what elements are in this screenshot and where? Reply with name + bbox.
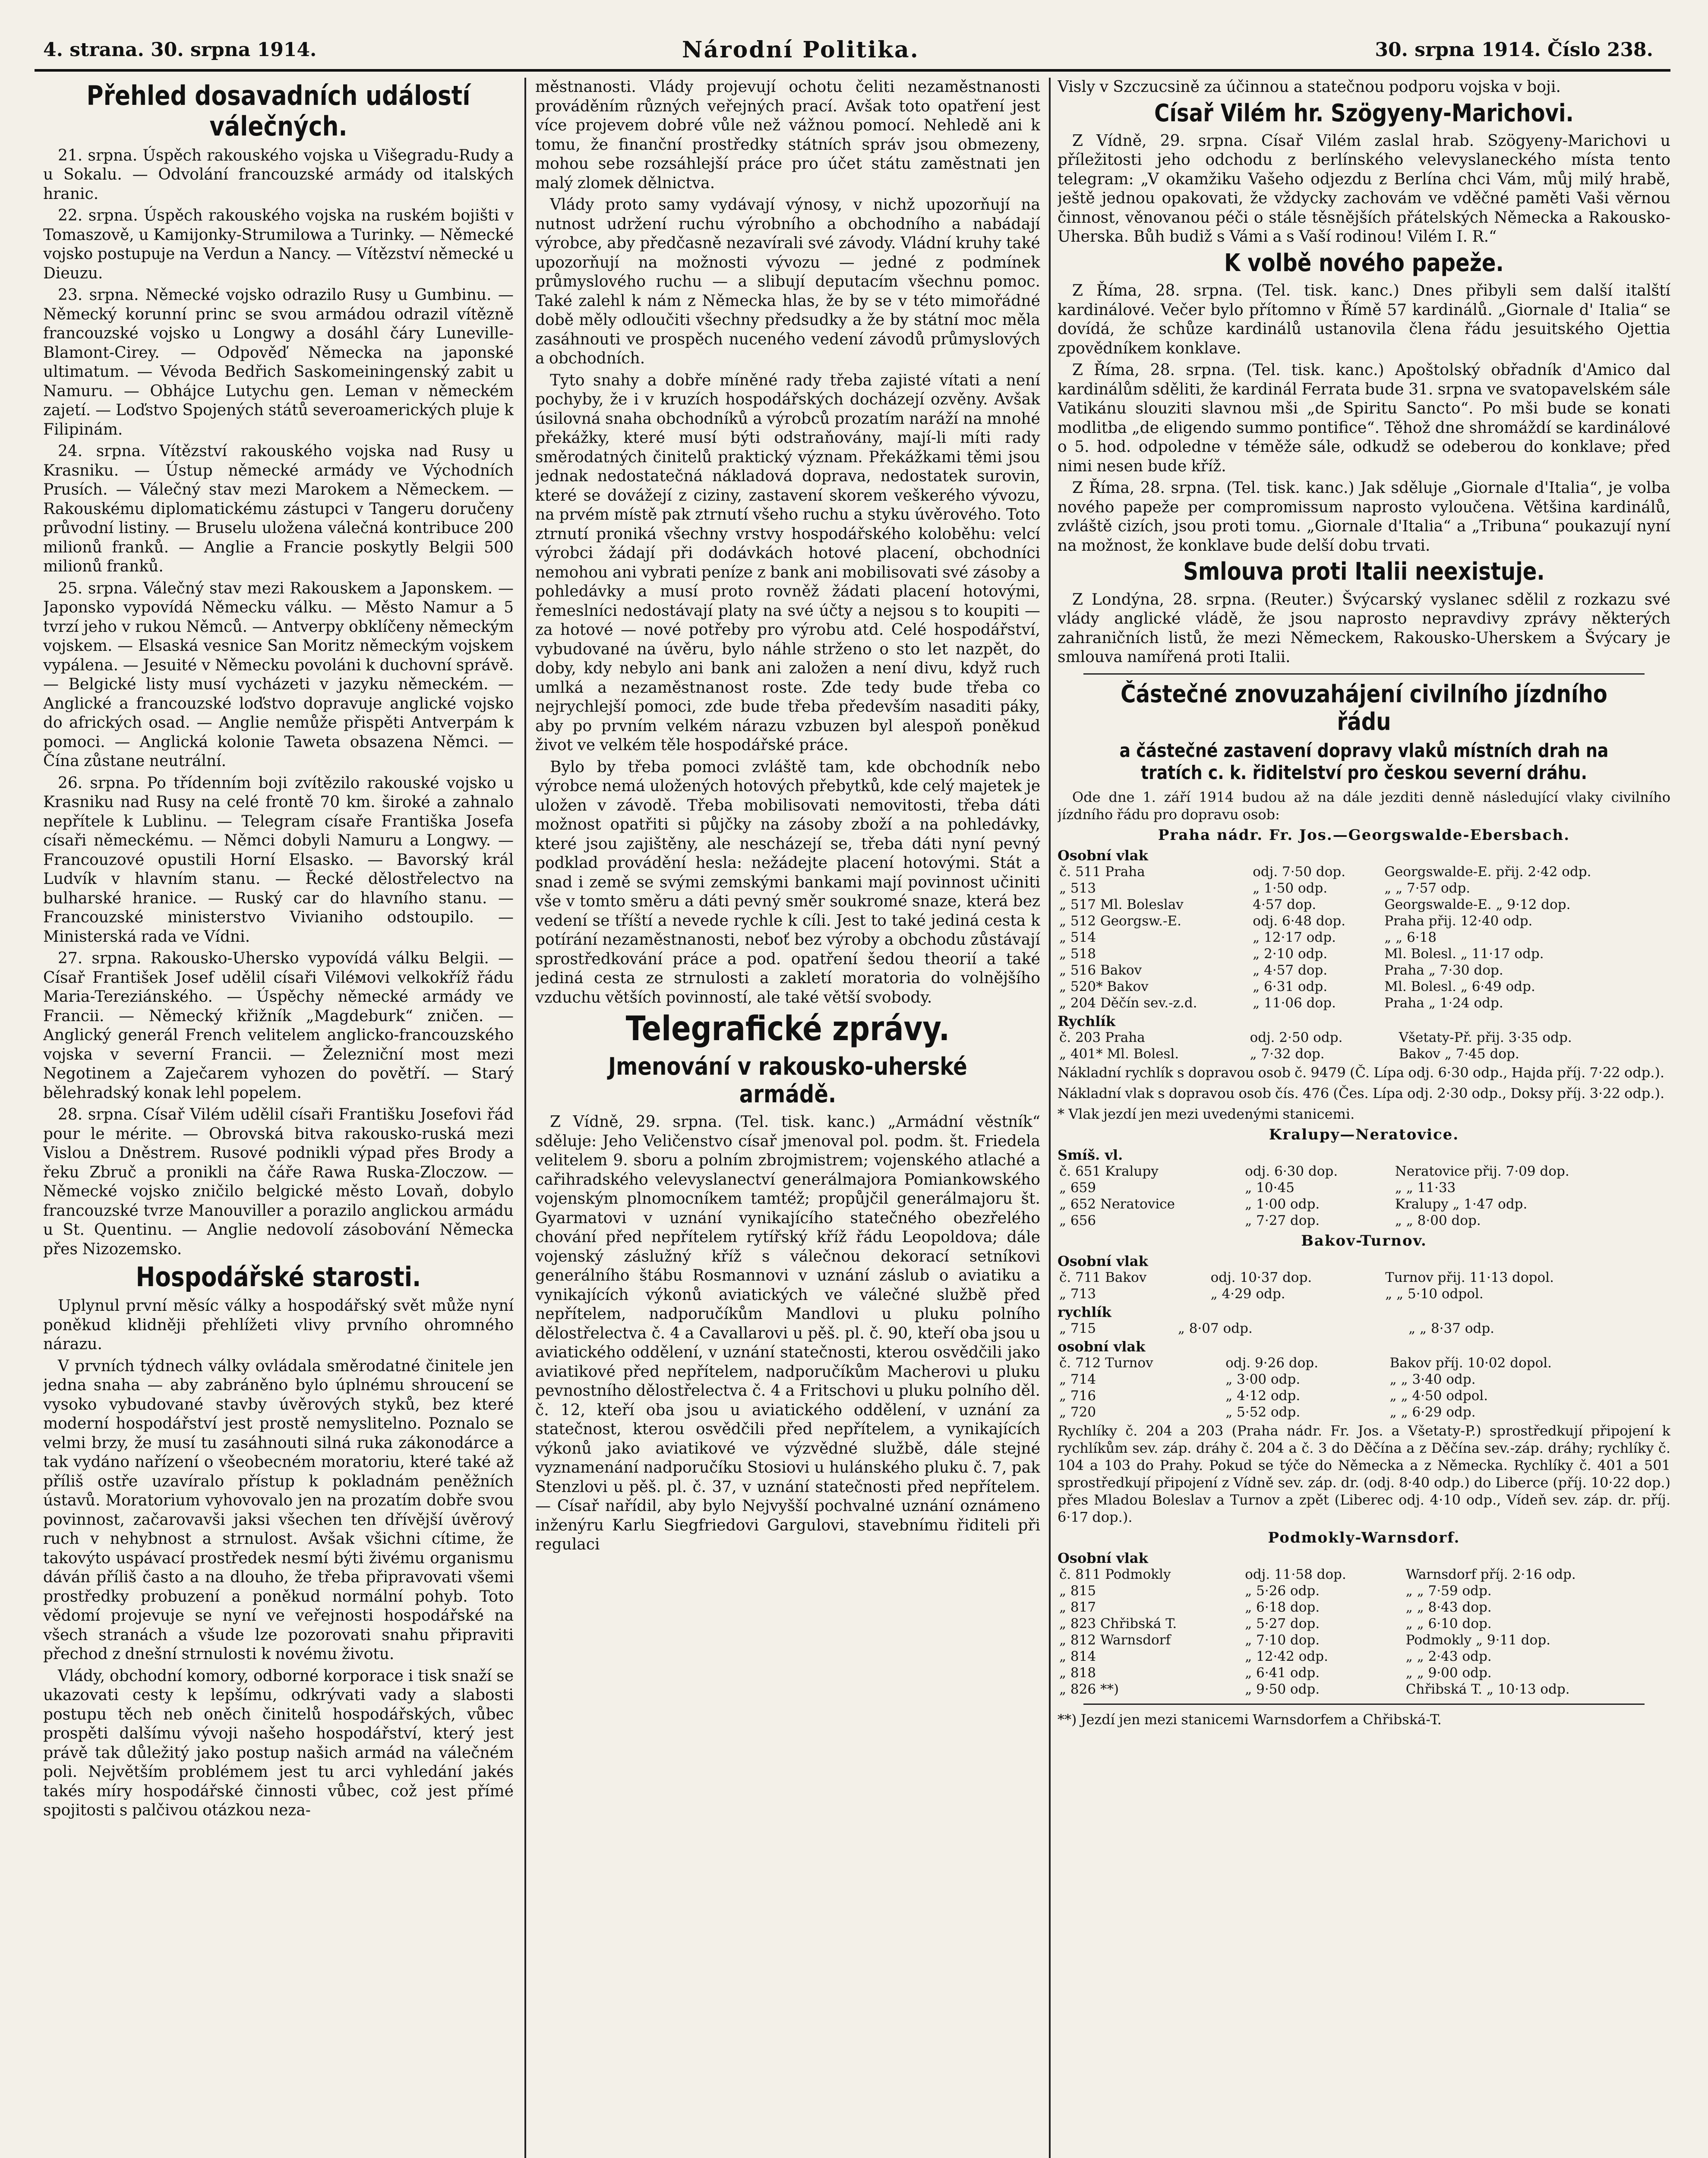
timetable-note: **) Jezdí jen mezi stanicemi Warnsdorfem a Chřibská-T. xyxy=(1058,1711,1442,1728)
table-row xyxy=(1058,962,1670,978)
train-type-label: rychlík xyxy=(1058,1303,1111,1320)
table-row xyxy=(1058,896,1670,913)
article-paragraph: Z Říma, 28. srpna. (Tel. tisk. kanc.) Dnes přibyli sem další italští kardinálové. Večer bylo přítomno v Římě 57 kardinálů. „Giornale d' Italia“ se dovídá, že schůze kardinálů ustanovila člena řádu jesuitského Ojettia zpovědníkem konklave. xyxy=(1058,282,1670,357)
table-cell: Podmokly „ 9·11 dop. xyxy=(1405,1632,1551,1648)
table-cell: Praha „ 1·24 odp. xyxy=(1384,995,1503,1011)
table-row xyxy=(1058,1046,1670,1062)
column-divider-1 xyxy=(524,78,526,2158)
article-paragraph: Tyto snahy a dobře míněné rady třeba zajisté vítati a není pochyby, že i v kruzích hospodářských docházejí ozvěny. Avšak úsilovná snaha obchodníků a výrobců prozatím naráží na mnohé překážky, které musí býti odstraňovány, mají-li míti rady směrodatných činitelů praktický význam. Překážkami těmi jsou jednak nedostatečná nákladová doprava, nedostatek surovin, které se dovážejí z ciziny, zastavení skorem veškerého vývozu, na prvém místě pak ztrnutí všeho ruchu a styku úvěrového. Toto ztrnutí proniká všechny vrstvy hospodářského koloběhu: velcí výrobci žádají při dodávkách hotové placení, obchodníci nemohou ani vybrati peníze z bank ani mobilisovati své zásoby a pohledávky a musí proto rovněž žádati placení hotovými, řemeslníci nedostávají platy na své účty a nejsou s to koupiti — za hotové — nové potřeby pro výrobu atd. Celé hospodářství, vybudované na úvěru, bylo náhle strženo o sto let nazpět, do doby, kdy nebylo ani bank ani založen a není divu, když ruch umlká a nezaměstnanost roste. Zde tedy bude třeba co nejrychlejší pomoci, zde bude třeba především nasaditi páky, aby po prvním velkém nárazu vzbuzen byl alespoň poněkud život ve velkém těle hospodářské práce. xyxy=(535,371,1040,754)
timetable xyxy=(1058,864,1670,1011)
table-cell: Neratovice přij. 7·09 dop. xyxy=(1395,1163,1569,1179)
article-paragraph: 24. srpna. Vítězství rakouského vojska nad Rusy u Krasniku. — Ústup německé armády ve Východních Prusích. — Válečný stav mezi Marokem a Německem. — Rakouskému diplomatickému zástupci v Tangeru doručeny průvodní listiny. — Bruselu uložena válečná kontribuce 200 milionů franků. — Anglie a Francie poskytly Belgii 500 milionů franků. xyxy=(43,442,514,576)
header-date-right: 30. srpna 1914. Číslo 238. xyxy=(1375,39,1653,61)
headline-volba-papeze: K volbě nového papeže. xyxy=(1224,249,1504,277)
table-row xyxy=(1058,1355,1670,1371)
table-cell: Turnov přij. 11·13 dopol. xyxy=(1385,1269,1554,1285)
table-cell: „ 823 Chřibská T. xyxy=(1059,1615,1177,1631)
table-cell: „ 1·50 odp. xyxy=(1253,880,1328,896)
article-paragraph: Z Říma, 28. srpna. (Tel. tisk. kanc.) Apoštolský obřadník d'Amico dal kardinálům sděliti, že kardinál Ferrata bude 31. srpna ve svatopavelském sále Vatikánu slouziti slavnou mši „de Spiritu Sancto“. Po mši bude se konati modlitba „de eligendo summo pontifice“. Těhož dne shromáždí se kardinálové o 5. hod. odpoledne v téměže sále, odkudž se odeberou do konklave; před nimi nesen bude kříž. xyxy=(1058,361,1670,475)
table-cell: „ „ 5·10 odpol. xyxy=(1385,1286,1484,1302)
table-cell: „ 826 **) xyxy=(1059,1681,1119,1697)
table-row xyxy=(1058,1404,1670,1420)
table-cell: „ 7·10 dop. xyxy=(1245,1632,1320,1648)
article-paragraph: Z Říma, 28. srpna. (Tel. tisk. kanc.) Jak sděluje „Giornale d'Italia“, je volba nového papeže per compromissum naprosto vyloučena. Většina kardinálů, zvláště cizích, jsou proti tomu. „Giornale d'Italia“ a „Tribuna“ poukazují nyní na možnost, že konklave bude delší dobu trvati. xyxy=(1058,479,1670,555)
timetable-note: Nákladní vlak s dopravou osob čís. 476 (Čes. Lípa odj. 2·30 odp., Doksy příj. 3·22 odp.). xyxy=(1058,1085,1665,1101)
table-cell: „ 7·32 dop. xyxy=(1250,1046,1325,1062)
table-cell: „ 8·07 odp. xyxy=(1178,1320,1253,1336)
section-rule xyxy=(1083,1704,1645,1705)
table-cell: „ 6·41 odp. xyxy=(1245,1665,1320,1681)
headline-cisar-vilem: Císař Vilém hr. Szögyeny-Marichovi. xyxy=(1154,99,1574,127)
timetable xyxy=(1058,1320,1670,1337)
article-paragraph: Visly v Szczucsině za účinnou a statečnou podporu vojska v boji. xyxy=(1058,78,1561,96)
table-cell: Bakov příj. 10·02 dopol. xyxy=(1389,1355,1552,1371)
table-cell: „ 516 Bakov xyxy=(1059,962,1142,978)
train-type-label: Rychlík xyxy=(1058,1013,1115,1029)
table-cell: „ „ 6·29 odp. xyxy=(1389,1404,1476,1420)
table-cell: Chřibská T. „ 10·13 odp. xyxy=(1405,1681,1570,1697)
table-cell: „ 7·27 dop. xyxy=(1245,1212,1320,1228)
table-row xyxy=(1058,929,1670,946)
article-paragraph: Z Vídně, 29. srpna. Císař Vilém zaslal hrab. Szögyeny-Marichovi u příležitosti jeho odchodu z berlínského velevyslaneckého místa tento telegram: „V okamžiku Vašeho odjezdu z Berlína chci Vám, můj milý hrabě, ještě jednou opakovati, že vždycky zachovám ve vděčné paměti Vaši věrnou činnost, věnovanou péči o stále těsnějších přátelských Německa a Rakousko-Uherska. Bůh budiž s Vámi a s Vaší rodinou! Vilém I. R.“ xyxy=(1058,132,1670,246)
table-row xyxy=(1058,1615,1670,1632)
table-cell: „ 520* Bakov xyxy=(1059,978,1149,994)
table-row xyxy=(1058,1648,1670,1665)
route-heading: Kralupy—Neratovice. xyxy=(1269,1126,1459,1143)
article-paragraph: Uplynul první měsíc války a hospodářský svět může nyní poněkud klidněji přehlížeti vlivy prvního ohromného nárazu. xyxy=(43,1297,514,1353)
table-cell: „ „ 8·37 odp. xyxy=(1408,1320,1495,1336)
article-paragraph: Z Vídně, 29. srpna. (Tel. tisk. kanc.) „Armádní věstník“ sděluje: Jeho Veličenstvo císař jmenoval pol. podm. št. Friedela velitelem 9. sboru a polním zbrojmistrem; vojenského atlaché a cařihradského velevyslanectví generálmajora Pomiankowského vojenským plnomocníkem tamtéž; propůjčil generálmajoru št. Gyarmatovi v uznání vynikajícího statečného obezřelého chování před nepřítelem rytířský kříž řádu Leopoldova; dále vojenský záslužný kříž s válečnou dekorací setníkovi generálního štábu Rosmannovi v uznání záslub o aviatiku a vynikajících výkonů aviatických ve válečné službě před nepřítelem, nadporučíkům Mandlovi u pluku polního dělostřelectva č. 4 a Cavallarovi u pěš. pl. č. 90, kteří oba jsou u aviatického oddělení, v uznání statečnosti, kterou osvědčili jako aviatikové před nepřítelem, nadporučíkům Macherovi u pluku pevnostního dělostřelectva č. 4 a Fritschovi u pluku polního děl. č. 12, kteří oba jsou u aviatického oddělení, v uznání za statečnost, kterou osvědčili před nepřítelem, a vynikajících výkonů jako aviatikové ve výzvědné službě, dále stejné vyznamenání nadporučíku Stosiovi u hulánského pluku č. 7, pak Stenzlovi u pěš. pl. č. 37, v uznání statečnosti před nepřítelem. — Císař nařídil, aby bylo Nejvyšší pochvalné uznání oznámeno inženýru Karlu Siegfriedovi Gargulovi, stavebnímu řiditeli při regulaci xyxy=(535,1113,1040,1554)
article-paragraph: 25. srpna. Válečný stav mezi Rakouskem a Japonskem. — Japonsko vypovídá Německu válku. — Město Namur a 5 tvrzí jeho v rukou Němců. — Antverpy obklíčeny německým vojskem. — Elsaská vesnice San Moritz německým vojskem vypálena. — Jesuité v Německu povoláni k duchovní správě. — Belgické listy musí vycházeti v jazyku německém. — Anglické a francouzské loďstvo dopravuje anglické vojsko do afrických osad. — Anglie nemůže přispěti Antverpám k pomoci. — Anglická kolonie Taweta obsazena Němci. — Čína zůstane neutrální. xyxy=(43,579,514,770)
table-row xyxy=(1058,1371,1670,1388)
table-cell: „ 4·57 dop. xyxy=(1253,962,1328,978)
table-row xyxy=(1058,978,1670,995)
table-cell: „ 10·45 xyxy=(1245,1180,1294,1196)
table-cell: „ 715 xyxy=(1059,1320,1096,1336)
route-heading: Praha nádr. Fr. Jos.—Georgswalde-Ebersbach. xyxy=(1158,826,1570,844)
table-row xyxy=(1058,946,1670,962)
timetable-note: Nákladní rychlík s dopravou osob č. 9479 (Č. Lípa odj. 6·30 odp., Hajda příj. 7·22 odp.). xyxy=(1058,1064,1665,1081)
table-cell: č. 203 Praha xyxy=(1059,1029,1145,1045)
table-cell: „ 2·10 odp. xyxy=(1253,946,1328,962)
table-cell: „ „ 11·33 xyxy=(1395,1180,1456,1196)
table-cell: č. 811 Podmokly xyxy=(1059,1566,1171,1582)
article-paragraph: V prvních týdnech války ovládala směrodatné činitele jen jedna snaha — aby zabráněno bylo úplnému shroucení se vysoko vybudované stavby úvěrových styků, bez které moderní hospodářství jest prostě nemyslitelno. Poznalo se velmi brzy, že musí tu zasáhnouti silná ruka zákonodárce a tak vydáno nařízení o všeobecném moratoriu, které také až příliš ostře uzavíralo přístup k pokladnám peněžních ústavů. Moratorium vyhovovalo jen na prozatím dobře svou povinnost, začarovavši jaksi všechen ten dřívější úvěrový ruch v nehybnost a strnulost. Avšak všichni cítime, že takovýto uspávací prostředek nesmí býti živému organismu dáván příliš často a na dlouho, že třeba připravovati všemi prostředky probuzení a poněkud normální pohyb. Toto vědomí projevuje se nyní ve veřejnosti hospodářské na všech stranách a všude lze pozorovati snahu připraviti přechod z dnešní strnulosti k novému životu. xyxy=(43,1357,514,1663)
table-row xyxy=(1058,1583,1670,1599)
header-rule xyxy=(35,69,1670,72)
table-cell: č. 712 Turnov xyxy=(1059,1355,1153,1371)
table-row xyxy=(1058,1665,1670,1681)
timetable xyxy=(1058,1029,1670,1062)
article-paragraph: 22. srpna. Úspěch rakouského vojska na ruském bojišti v Tomaszově, u Kamijonky-Strumilowa a Turinky. — Německé vojsko postupuje na Verdun a Nancy. — Vítězství německé u Dieuzu. xyxy=(43,207,514,282)
article-paragraph: městnanosti. Vlády projevují ochotu čeliti nezaměstnanosti prováděním různých veřejných prací. Avšak toto opatření jest více projevem dobré vůle než vážnou pomocí. Nehledě ani k tomu, že finanční prostředky státních správ jsou obmezeny, mohou sebe rozsáhlejší práce pro účet státu zaměstnati jen malý zlomek dělnictva. xyxy=(535,78,1040,192)
article-paragraph: Z Londýna, 28. srpna. (Reuter.) Švýcarský vyslanec sdělil z rozkazu své vlády anglické vládě, že jsou naprosto nepravdivy zprávy některých zahraničních listů, že mezi Německem, Rakousko-Uherskem a Švýcary je smlouva namířená proti Italii. xyxy=(1058,590,1670,666)
table-row xyxy=(1058,1286,1670,1302)
table-cell: „ 512 Georgsw.-E. xyxy=(1059,913,1181,929)
headline-jmenovani: Jmenování v rakousko-uherské armádě. xyxy=(608,1052,967,1109)
table-cell: Ml. Bolesl. „ 6·49 odp. xyxy=(1384,978,1535,994)
table-cell: „ 812 Warnsdorf xyxy=(1059,1632,1171,1648)
article-paragraph: 21. srpna. Úspěch rakouského vojska u Višegradu-Rudy a u Sokalu. — Odvolání francouzské armády od italských hranic. xyxy=(43,146,514,203)
table-cell: „ 5·27 dop. xyxy=(1245,1615,1320,1631)
table-cell: „ 720 xyxy=(1059,1404,1096,1420)
table-cell: „ „ 7·57 odp. xyxy=(1384,880,1471,896)
table-row xyxy=(1058,1566,1670,1583)
timetable-note: * Vlak jezdí jen mezi uvedenými stanicemi. xyxy=(1058,1105,1355,1122)
table-cell: č. 651 Kralupy xyxy=(1059,1163,1159,1179)
table-cell: „ 714 xyxy=(1059,1371,1096,1387)
route-heading: Bakov-Turnov. xyxy=(1301,1232,1427,1249)
table-row xyxy=(1058,1163,1670,1180)
table-cell: „ 815 xyxy=(1059,1583,1096,1599)
table-cell: „ 513 xyxy=(1059,880,1096,896)
table-cell: „ „ 8·00 dop. xyxy=(1395,1212,1481,1228)
table-cell: „ 12·42 odp. xyxy=(1245,1648,1328,1664)
table-cell: Georgswalde-E. „ 9·12 dop. xyxy=(1384,896,1571,912)
table-cell: „ 817 xyxy=(1059,1599,1096,1615)
timetable xyxy=(1058,1566,1670,1697)
table-cell: „ 517 Ml. Boleslav xyxy=(1059,896,1184,912)
table-cell: „ „ 9·00 odp. xyxy=(1405,1665,1492,1681)
table-cell: „ 6·18 dop. xyxy=(1245,1599,1320,1615)
table-cell: Kralupy „ 1·47 odp. xyxy=(1395,1196,1528,1212)
train-type-label: osobní vlak xyxy=(1058,1338,1146,1355)
column-2 xyxy=(535,78,1040,2158)
table-cell: „ „ 7·59 odp. xyxy=(1405,1583,1492,1599)
table-cell: „ 401* Ml. Bolesl. xyxy=(1059,1046,1179,1062)
route-heading: Podmokly-Warnsdorf. xyxy=(1268,1529,1460,1546)
timetable xyxy=(1058,1163,1670,1229)
table-cell: „ 12·17 odp. xyxy=(1253,929,1336,945)
article-paragraph: 26. srpna. Po třídenním boji zvítězilo rakouské vojsko u Krasniku nad Rusy na celé frontě 70 km. široké a zahnalo nepřítele k Lublinu. — Telegram císaře Františka Josefa císaři německému. — Němci dobyli Namuru a Longwy. — Francouzové opustili Horní Elsasko. — Bavorský král Ludvík v hlavním stanu. — Řecké dělostřelectvo na bulharské hranice. — Ruský car do hlavního stanu. — Francouzské ministerstvo Vivianiho odstoupilo. — Ministerská rada ve Vídni. xyxy=(43,774,514,946)
table-cell: „ „ 3·40 odp. xyxy=(1389,1371,1476,1387)
article-paragraph: 23. srpna. Německé vojsko odrazilo Rusy u Gumbinu. — Německý korunní princ se svou armádou odrazil vítězně francouzské vojsko u Longwy a dosáhl čáry Luneville-Blamont-Cirey. — Odpověď Německa na japonské ultimatum. — Vévoda Bedřich Saskomeiningenský zabit u Namuru. — Obhájce Lutychu gen. Leman v německém zajetí. — Loďstvo Spojených států severoamerických pluje k Filipinám. xyxy=(43,286,514,439)
table-cell: Warnsdorf příj. 2·16 odp. xyxy=(1405,1566,1576,1582)
table-cell: „ 818 xyxy=(1059,1665,1096,1681)
section-rule xyxy=(1083,673,1645,675)
article-paragraph: Bylo by třeba pomoci zvláště tam, kde obchodník nebo výrobce nemá uložených hotových přebytků, kde celý majetek je uložen v závodě. Třeba mobilisovati nemovitosti, třeba dáti možnost opatřiti si půjčky na zásoby zboží a na pohledávky, které jsou zajištěny, ale nescházejí se, třeba dáti nyní pevný podklad provádění hesla: nežádejte placení hotovými. Stát a snad i země se svými zemskými bankami mají povinnost učiniti vše v tomto směru a dáti pevný směr soukromé snaze, která bez vedení se tříští a nevede rychle k cíli. Jest to také jediná cesta k potírání nezaměstnanosti, neboť bez výroby a obchodu zůstávají sprostředkování práce a pod. opatření šedou theorií a také jediná cesta ze strnulosti a zakletí moratoria do volnějšího vzduchu větších povinností, ale také větší svobody. xyxy=(535,758,1040,1006)
table-row xyxy=(1058,1388,1670,1404)
table-cell: odj. 10·37 dop. xyxy=(1210,1269,1312,1285)
masthead: Národní Politika. xyxy=(682,37,919,63)
table-cell: „ 518 xyxy=(1059,946,1096,962)
article-paragraph: Vlády, obchodní komory, odborné korporace i tisk snaží se ukazovati cesty k lepšímu, odkrývati vady a slabosti postupu těch neb oněch činitelů hospodářských, vůbec prospěti dalšímu vývoji našeho hospodářství, který jest právě tak důležitý jako postup našich armád na válečném poli. Největším problémem jest tu arci vyhledání jakés takés míry hospodářské činnosti vůbec, což jest přímé spojitosti s palčivou otázkou neza- xyxy=(43,1667,514,1820)
table-cell: „ 6·31 odp. xyxy=(1253,978,1328,994)
table-row xyxy=(1058,1632,1670,1648)
article-paragraph: Ode dne 1. září 1914 budou až na dále jezditi denně následující vlaky civilního jízdního řádu pro dopravu osob: xyxy=(1058,789,1670,823)
table-cell: odj. 11·58 dop. xyxy=(1245,1566,1346,1582)
headline-smlouva: Smlouva proti Italii neexistuje. xyxy=(1183,558,1545,586)
timetable xyxy=(1058,1269,1670,1302)
table-row xyxy=(1058,1212,1670,1229)
table-cell: Bakov „ 7·45 dop. xyxy=(1399,1046,1519,1062)
table-cell: „ 652 Neratovice xyxy=(1059,1196,1175,1212)
train-type-label: Osobní vlak xyxy=(1058,847,1148,864)
table-cell: č. 711 Bakov xyxy=(1059,1269,1147,1285)
table-cell: odj. 2·50 odp. xyxy=(1250,1029,1343,1045)
table-cell: „ 4·12 odp. xyxy=(1225,1388,1301,1404)
timetable xyxy=(1058,1355,1670,1420)
table-cell: „ 5·52 odp. xyxy=(1225,1404,1301,1420)
table-cell: „ „ 6·18 xyxy=(1384,929,1437,945)
column-divider-2 xyxy=(1049,78,1051,2158)
table-row xyxy=(1058,1269,1670,1286)
headline-jizdni-rad: Částečné znovuzahájení civilního jízdního řádu xyxy=(1121,680,1607,736)
table-row xyxy=(1058,1599,1670,1615)
table-cell: „ 4·29 odp. xyxy=(1210,1286,1285,1302)
table-cell: „ 814 xyxy=(1059,1648,1096,1664)
headline-prehled: Přehled dosavadních událostí válečných. xyxy=(86,80,470,142)
timetable-note: Rychlíky č. 204 a 203 (Praha nádr. Fr. Jos. a Všetaty-P.) sprostředkují připojení k rychlíkům sev. záp. dráhy č. 204 a č. 3 do Děčína a z Děčína sev.-záp. dráhy; rychlíky č. 104 a 103 do Prahy. Pokud se týče do Německa a z Německa. Rychlíky č. 401 a 501 sprostředkují připojení z Vídně sev. záp. dr. (odj. 8·40 odp.) do Liberce (příj. 10·22 dop.) přes Mladou Boleslav a Turnov a zpět (Liberec odj. 4·10 odp., Vídeň sev. záp. dr. příj. 6·17 dop.). xyxy=(1058,1422,1670,1525)
table-cell: „ 11·06 dop. xyxy=(1253,995,1336,1011)
table-row xyxy=(1058,913,1670,929)
table-cell: „ „ 4·50 odpol. xyxy=(1389,1388,1488,1404)
table-row xyxy=(1058,1029,1670,1046)
table-cell: Všetaty-Př. přij. 3·35 odp. xyxy=(1399,1029,1572,1045)
table-cell: odj. 9·26 dop. xyxy=(1225,1355,1319,1371)
table-row xyxy=(1058,1320,1670,1337)
table-row xyxy=(1058,864,1670,880)
table-cell: „ 514 xyxy=(1059,929,1096,945)
train-type-label: Osobní vlak xyxy=(1058,1253,1148,1269)
table-row xyxy=(1058,1180,1670,1196)
column-1 xyxy=(43,78,514,2158)
article-paragraph: 28. srpna. Císař Vilém udělil císaři Františku Josefovi řád pour le mérite. — Obrovská bitva rakousko-ruská mezi Vislou a Dněstrem. Rusové podnikli výpad přes Brody a řeku Zbruč a pronikli na čáře Rawa Ruska-Zloczow. — Německé vojsko zničilo belgické město Lovaň, dobylo francouzské tvrze Manouviller a porazilo anglickou armádu u St. Quentinu. — Anglie nedovolí zásobování Německa přes Nizozemsko. xyxy=(43,1106,514,1258)
headline-telegraficke: Telegrafické zprávy. xyxy=(625,1010,950,1048)
table-row xyxy=(1058,1681,1670,1697)
table-cell: Ml. Bolesl. „ 11·17 odp. xyxy=(1384,946,1544,962)
table-cell: „ „ 6·10 dop. xyxy=(1405,1615,1492,1631)
table-cell: „ „ 2·43 odp. xyxy=(1405,1648,1492,1664)
table-cell: Praha „ 7·30 dop. xyxy=(1384,962,1503,978)
subheadline-jizdni-rad: a částečné zastavení dopravy vlaků místních drah na tratích c. k. řiditelství pro českou severní dráhu. xyxy=(1119,740,1609,784)
table-row xyxy=(1058,880,1670,896)
table-cell: odj. 6·30 dop. xyxy=(1245,1163,1338,1179)
table-cell: „ 656 xyxy=(1059,1212,1096,1228)
article-paragraph: Vlády proto samy vydávají výnosy, v nichž upozorňují na nutnost udržení ruchu výrobního a obchodního a nabádají výrobce, aby předčasně nezavírali své závody. Vládní kruhy také upozorňují na možnosti vývozu — jedné z podmínek průmyslového ruchu — a slibují deputacím všechnu pomoc. Také zalehl k nám z Německa hlas, že by se v této mimořádné době měly odloučiti všechny předsudky a že by státní moc měla zasáhnouti ve prospěch nuceného vedení závodů průmyslových a obchodních. xyxy=(535,196,1040,367)
table-cell: Praha přij. 12·40 odp. xyxy=(1384,913,1533,929)
page-header xyxy=(35,30,1670,69)
train-type-label: Smíš. vl. xyxy=(1058,1146,1123,1163)
column-3 xyxy=(1058,78,1670,2158)
table-cell: odj. 6·48 dop. xyxy=(1253,913,1346,929)
table-cell: „ 5·26 odp. xyxy=(1245,1583,1320,1599)
header-date-left: 4. strana. 30. srpna 1914. xyxy=(43,39,317,61)
table-cell: „ 713 xyxy=(1059,1286,1096,1302)
table-cell: „ 3·00 odp. xyxy=(1225,1371,1301,1387)
table-cell: „ „ 8·43 dop. xyxy=(1405,1599,1492,1615)
table-row xyxy=(1058,1196,1670,1212)
table-cell: Georgswalde-E. přij. 2·42 odp. xyxy=(1384,864,1591,880)
table-cell: odj. 7·50 dop. xyxy=(1253,864,1346,880)
table-cell: 4·57 dop. xyxy=(1253,896,1317,912)
table-cell: „ 659 xyxy=(1059,1180,1096,1196)
table-row xyxy=(1058,995,1670,1011)
table-cell: „ 1·00 odp. xyxy=(1245,1196,1320,1212)
article-paragraph: 27. srpna. Rakousko-Uhersko vypovídá válku Belgii. — Císař František Josef udělil císaři Viléмovi velkokříž řádu Maria-Tereziánského. — Úspěchy německé armády ve Francii. — Německý křižník „Magdeburk“ zničen. — Anglický generál French velitelem anglicko-francouzského vojska v severní Francii. — Železniční most mezi Negotinem a Zaječarem vyhozen do povětří. — Starý bělehradský konak lehl popelem. xyxy=(43,950,514,1102)
train-type-label: Osobní vlak xyxy=(1058,1549,1148,1566)
table-cell: „ 9·50 odp. xyxy=(1245,1681,1320,1697)
table-cell: „ 716 xyxy=(1059,1388,1096,1404)
table-cell: „ 204 Děčín sev.-z.d. xyxy=(1059,995,1197,1011)
headline-hospodarske: Hospodářské starosti. xyxy=(136,1261,421,1293)
table-cell: č. 511 Praha xyxy=(1059,864,1145,880)
